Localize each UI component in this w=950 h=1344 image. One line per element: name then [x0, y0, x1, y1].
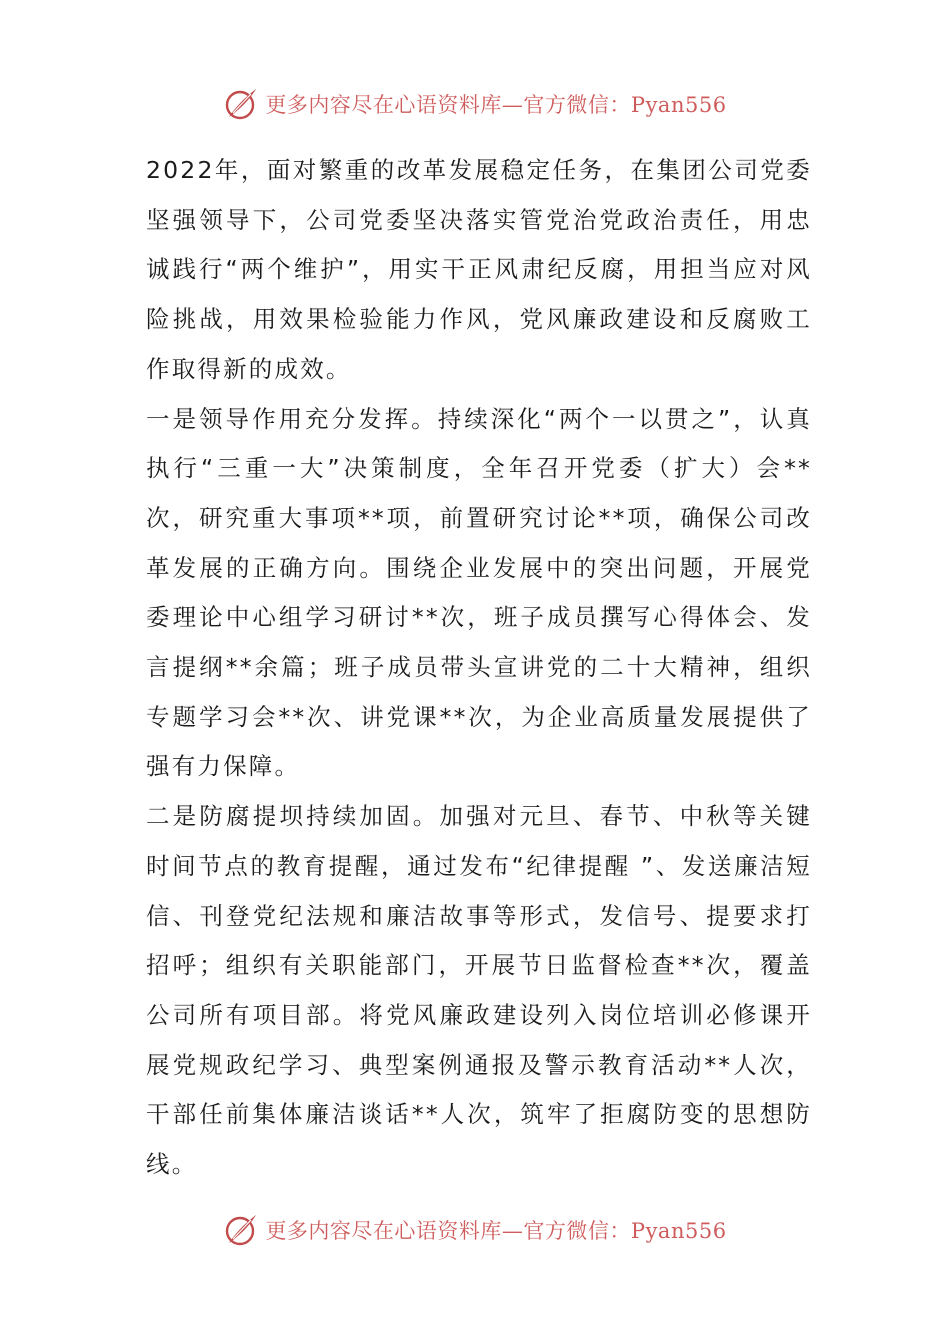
document-body [146, 146, 812, 1190]
paragraph-leadership: 一是领导作用充分发挥。持续深化“两个一以贯之”，认真执行“三重一大”决策制度，全年召开党委（扩大）会**次，研究重大事项**项，前置研究讨论**项，确保公司改革发展的正确方向。围绕企业发展中的突出问题，开展党委理论中心组学习研讨**次，班子成员撰写心得体会、发言提纲**余篇；班子成员带头宣讲党的二十大精神，组织专题学习会**次、讲党课**次，为企业高质量发展提供了强有力保障。 [146, 404, 812, 781]
watermark-text: 更多内容尽在心语资料库—官方微信：Pyan556 [265, 1219, 727, 1243]
watermark-text: 更多内容尽在心语资料库—官方微信：Pyan556 [265, 93, 727, 117]
paragraph-intro: 2022年，面对繁重的改革发展稳定任务，在集团公司党委坚强领导下，公司党委坚决落实管党治党政治责任，用忠诚践行“两个维护”，用实干正风肃纪反腐，用担当应对风险挑战，用效果检验能力作风，党风廉政建设和反腐败工作取得新的成效。 [146, 156, 812, 383]
footer-watermark-banner [0, 1210, 950, 1250]
quill-pen-logo-icon [223, 1212, 259, 1248]
paragraph-anticorruption: 二是防腐提坝持续加固。加强对元旦、春节、中秋等关键时间节点的教育提醒，通过发布“纪律提醒 ”、发送廉洁短信、刊登党纪法规和廉洁故事等形式，发信号、提要求打招呼；组织有关职能部门，开展节日监督检查**次，覆盖公司所有项目部。将党风廉政建设列入岗位培训必修课开展党规政纪学习、典型案例通报及警示教育活动**人次，干部任前集体廉洁谈话**人次，筑牢了拒腐防变的思想防线。 [146, 802, 812, 1179]
header-watermark-banner [0, 84, 950, 124]
quill-pen-logo-icon [223, 86, 259, 122]
